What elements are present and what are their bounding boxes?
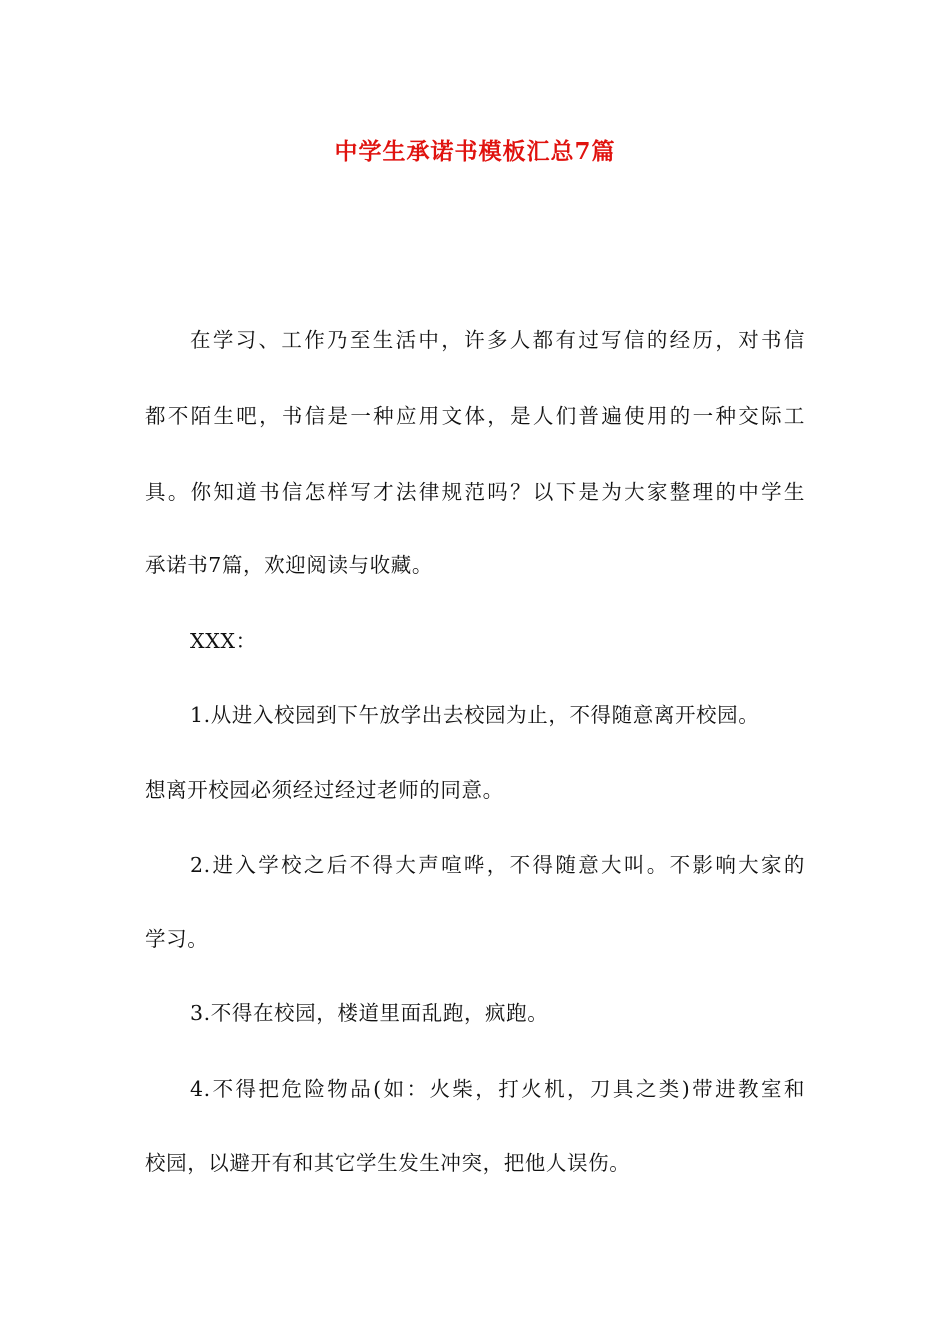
paragraph-intro-line-1: 在学习、工作乃至生活中，许多人都有过写信的经历，对书信 — [190, 328, 805, 352]
paragraph-intro-line-2: 都不陌生吧，书信是一种应用文体，是人们普遍使用的一种交际工 — [145, 404, 805, 428]
document-title: 中学生承诺书模板汇总7篇 — [334, 138, 616, 165]
item-4-line-1: 4.不得把危险物品(如：火柴，打火机，刀具之类)带进教室和 — [190, 1077, 805, 1101]
item-2-line-1: 2.进入学校之后不得大声喧哗，不得随意大叫。不影响大家的 — [190, 853, 805, 877]
item-1-line-1: 1.从进入校园到下午放学出去校园为止，不得随意离开校园。 — [190, 703, 760, 727]
item-3-line-1: 3.不得在校园，楼道里面乱跑，疯跑。 — [190, 1001, 549, 1025]
item-2-line-2: 学习。 — [145, 927, 209, 951]
item-4-line-2: 校园，以避开有和其它学生发生冲突，把他人误伤。 — [145, 1151, 631, 1175]
item-1-line-2: 想离开校园必须经过经过老师的同意。 — [145, 778, 504, 802]
salutation: XXX： — [190, 629, 257, 653]
paragraph-intro-line-4: 承诺书7篇，欢迎阅读与收藏。 — [145, 553, 433, 577]
paragraph-intro-line-3: 具。你知道书信怎样写才法律规范吗？以下是为大家整理的中学生 — [145, 480, 805, 504]
